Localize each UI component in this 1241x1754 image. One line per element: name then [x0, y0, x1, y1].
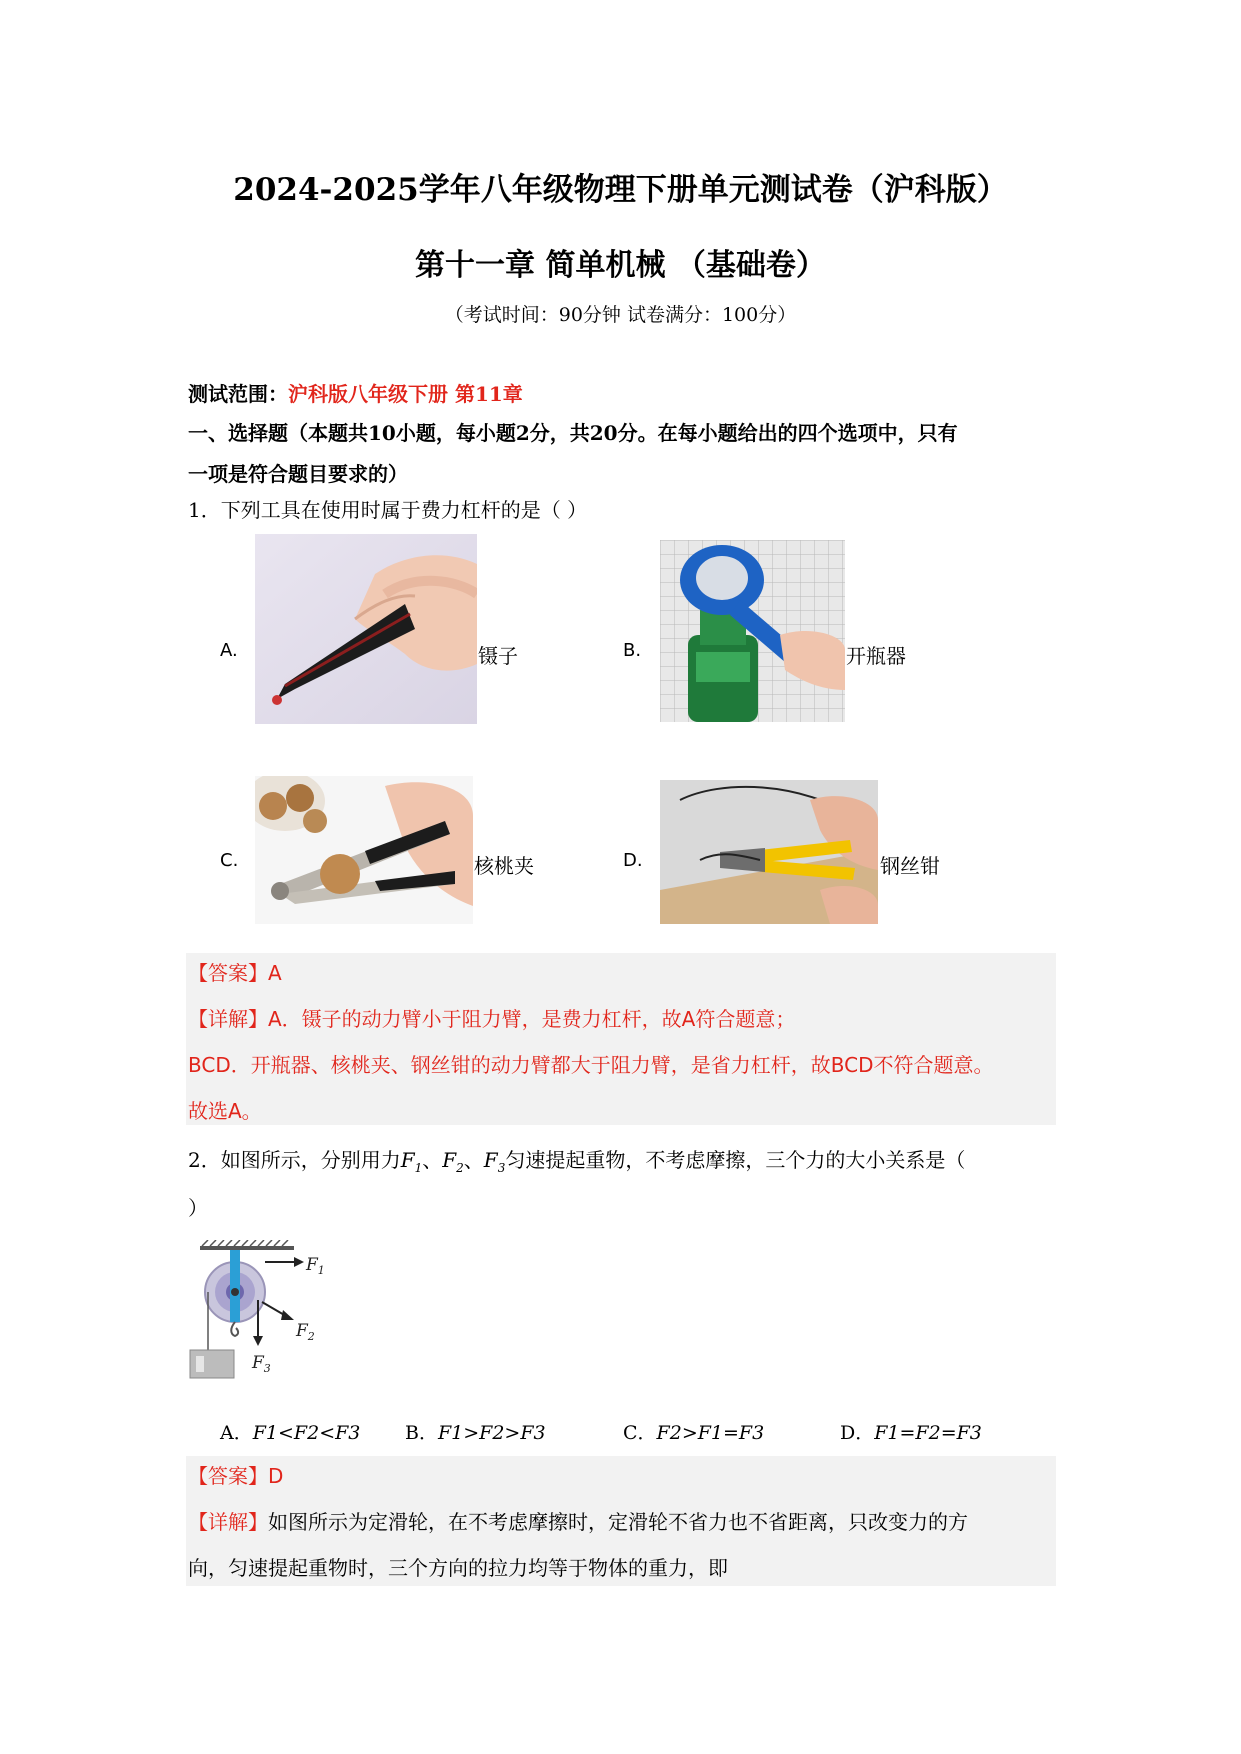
exam-info: （考试时间：90分钟 试卷满分：100分） [444, 304, 797, 326]
q1-detail-3: 故选A。 [188, 1099, 262, 1123]
q2-answer: 【答案】D [188, 1464, 284, 1488]
svg-text:F1 [305, 1255, 325, 1277]
chapter-subtitle: 第十一章 简单机械 （基础卷） [415, 248, 826, 283]
q1-detail-1-text: A．镊子的动力臂小于阻力臂，是费力杠杆，故A符合题意； [268, 1007, 796, 1031]
fig-f2: F [296, 1321, 308, 1341]
q1-detail-2: BCD．开瓶器、核桃夹、钢丝钳的动力臂都大于阻力臂，是省力杠杆，故BCD不符合题意。 [188, 1053, 994, 1077]
q1-option-d-letter: D. [623, 850, 643, 871]
pulley-figure [186, 1240, 356, 1384]
svg-text:F2 [295, 1321, 315, 1343]
q1-answer-box [186, 953, 1056, 1125]
nutcracker-photo [255, 776, 473, 924]
q1-option-c-label: 核桃夹 [474, 854, 534, 878]
q2-option-d: D．F1=F2=F3 [840, 1422, 982, 1444]
q2-answer-box [186, 1456, 1056, 1586]
fig-f2-sub: 2 [307, 1330, 315, 1343]
q2-option-b: B．F1>F2>F3 [405, 1422, 546, 1444]
q1-option-c-letter: C. [220, 850, 239, 871]
tweezers-photo [255, 534, 477, 724]
paper-title: 2024-2025学年八年级物理下册单元测试卷（沪科版） [233, 172, 1008, 208]
q2-stem-post: 匀速提起重物，不考虑摩擦，三个力的大小关系是（ [505, 1148, 966, 1172]
q2-stem-close: ） [188, 1196, 208, 1220]
scope-value: 沪科版八年级下册 第11章 [288, 382, 523, 406]
test-scope [188, 378, 523, 407]
fig-f1-sub: 1 [317, 1264, 325, 1277]
q1-answer: 【答案】A [188, 961, 282, 985]
scope-label: 测试范围： [188, 382, 288, 406]
q1-detail-1 [188, 1003, 795, 1032]
section-heading-line1: 一、选择题（本题共10小题，每小题2分，共20分。在每小题给出的四个选项中，只有 [188, 421, 958, 445]
q1-option-d-label: 钢丝钳 [880, 854, 940, 878]
fig-f1: F [306, 1255, 318, 1275]
pliers-photo [660, 780, 878, 924]
question-2-stem: 2．如图所示，分别用力$F_1$、$F_2$、$F_3$匀速提起重物，不考虑摩擦，三个力的大小关系是（ [188, 1148, 966, 1175]
q1-option-a-label: 镊子 [478, 644, 518, 668]
fig-f3: F [252, 1353, 264, 1373]
fig-f3-sub: 3 [263, 1362, 271, 1375]
question-1-stem: 1．下列工具在使用时属于费力杠杆的是（ ） [188, 498, 588, 522]
q2-detail-1-text: 如图所示为定滑轮，在不考虑摩擦时，定滑轮不省力也不省距离，只改变力的方 [268, 1510, 968, 1534]
q2-stem-pre: 2．如图所示，分别用力 [188, 1148, 401, 1172]
q2-option-c: C．F2>F1=F3 [623, 1422, 765, 1444]
section-heading-line2: 一项是符合题目要求的） [188, 462, 408, 486]
q2-option-a: A．F1<F2<F3 [220, 1422, 361, 1444]
svg-text:F3 [251, 1353, 271, 1375]
bottle-opener-photo [660, 540, 845, 722]
q2-detail-tag: 【详解】 [188, 1510, 268, 1534]
q2-detail-2: 向，匀速提起重物时，三个方向的拉力均等于物体的重力，即 [188, 1556, 728, 1580]
q1-option-b-label: 开瓶器 [846, 644, 906, 668]
q1-option-b-letter: B. [623, 640, 642, 661]
q2-detail-1 [188, 1506, 968, 1535]
q1-detail-tag: 【详解】 [188, 1007, 268, 1031]
q1-option-a-letter: A. [220, 640, 238, 661]
